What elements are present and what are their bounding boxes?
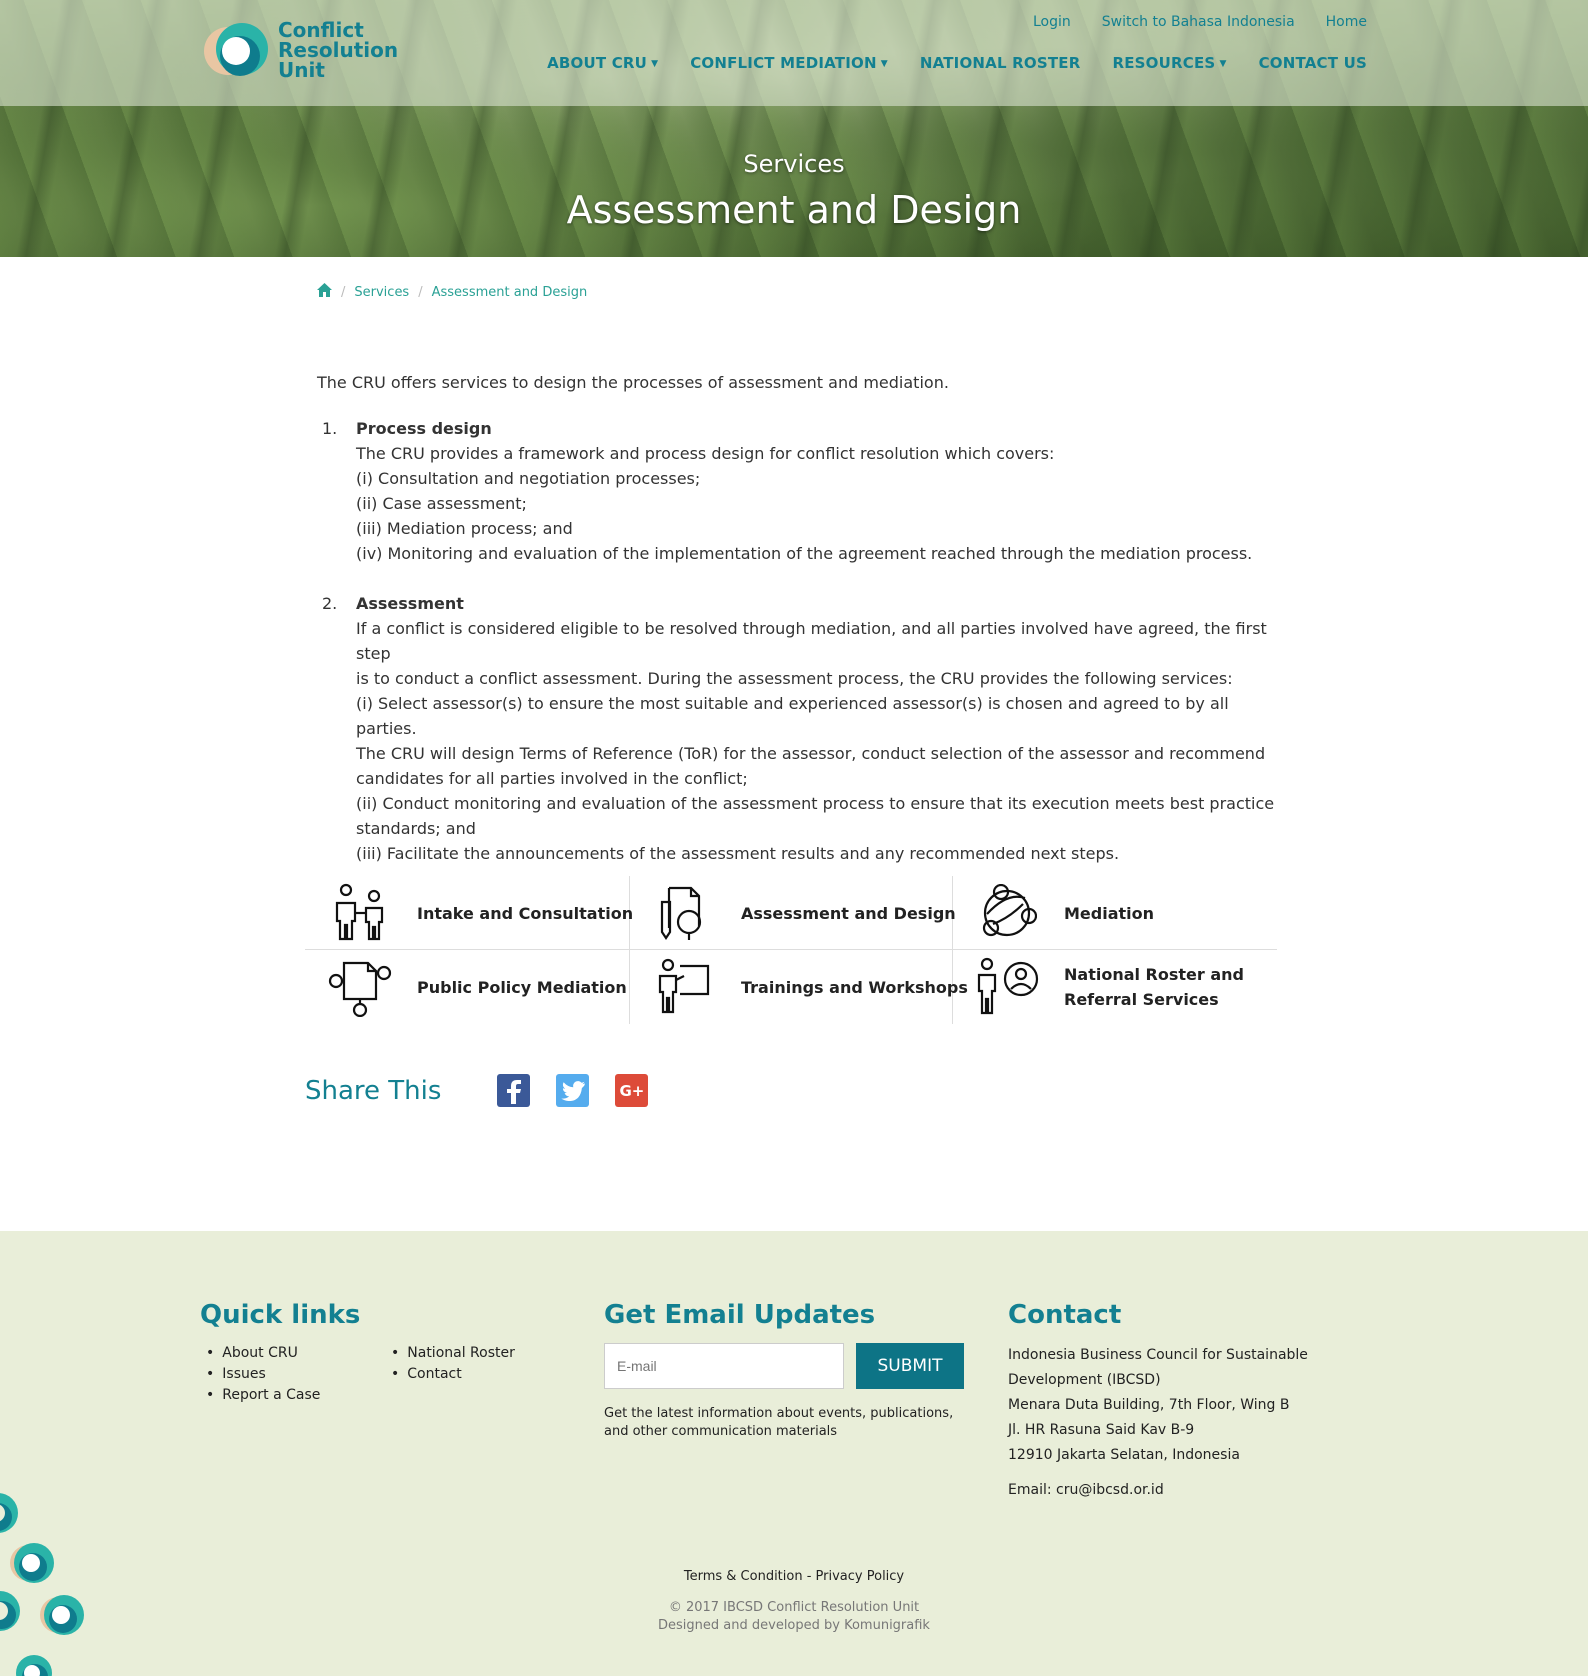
site-logo[interactable] xyxy=(200,16,399,86)
assessment-icon xyxy=(649,881,719,945)
footer-link-roster[interactable]: National Roster xyxy=(407,1345,515,1361)
service-assessment-design[interactable] xyxy=(649,876,956,950)
step-title: Assessment xyxy=(356,594,464,613)
quick-links-title: Quick links xyxy=(200,1300,361,1330)
logo-text: Conflict Resolution Unit xyxy=(278,18,399,82)
footer xyxy=(0,1231,1588,1676)
share-title: Share This xyxy=(305,1075,442,1106)
service-public-policy-mediation[interactable] xyxy=(325,950,627,1024)
breadcrumb-home[interactable] xyxy=(317,283,332,301)
service-intake-consultation[interactable] xyxy=(325,876,633,950)
footer-link-issues[interactable]: Issues xyxy=(222,1366,266,1382)
contact-email-link[interactable]: Email: cru@ibcsd.or.id xyxy=(1008,1482,1164,1498)
nav-contact-us[interactable]: CONTACT US xyxy=(1258,54,1367,72)
google-plus-icon[interactable]: G+ xyxy=(615,1074,648,1107)
caret-down-icon: ▼ xyxy=(880,58,888,69)
nav-national-roster[interactable]: NATIONAL ROSTER xyxy=(919,54,1081,72)
roster-icon xyxy=(972,955,1042,1019)
footer-link-contact[interactable]: Contact xyxy=(407,1366,462,1382)
contact-title: Contact xyxy=(1008,1300,1122,1330)
mediation-icon xyxy=(972,881,1042,945)
service-label: Intake and Consultation xyxy=(417,903,634,923)
quick-links-col2 xyxy=(391,1343,515,1385)
service-trainings-workshops[interactable] xyxy=(649,950,968,1024)
legal-links[interactable]: Terms & Condition - Privacy Policy xyxy=(683,1569,905,1584)
home-icon xyxy=(317,283,332,297)
caret-down-icon: ▼ xyxy=(1219,58,1227,69)
twitter-icon[interactable] xyxy=(556,1074,589,1107)
page-title: Assessment and Design xyxy=(566,188,1022,232)
contact-address: Indonesia Business Council for Sustainable Development (IBCSD) Menara Duta Building, 7th Floor, Wing B Jl. HR Rasuna Said Kav B-9 12910 Jakarta Selatan, Indonesia Email: cru@ibcsd.or.id xyxy=(1008,1343,1308,1503)
nav-about-cru[interactable]: ABOUT CRU ▼ xyxy=(547,54,659,72)
service-label: National Roster and Referral Services xyxy=(1064,965,1244,1009)
language-switch-link[interactable]: Switch to Bahasa Indonesia xyxy=(1101,14,1295,30)
login-link[interactable]: Login xyxy=(1032,14,1071,30)
facebook-icon[interactable] xyxy=(497,1074,530,1107)
breadcrumb xyxy=(317,283,587,301)
footer-link-report[interactable]: Report a Case xyxy=(222,1387,321,1403)
list-item: 2. Assessment If a conflict is considered eligible to be resolved through mediation, and all parties involved have agreed, the first step is to conduct a conflict assessment. During the assessment process, the CRU provides the following services: (i) Select assessor(s) to ensure the most suitable and experienced assessor(s) is chosen and agreed to by all parties. The CRU will design Terms of Reference (ToR) for the assessor, conduct selection of the assessor and recommend candidates for all parties involved in the conflict; (ii) Conduct monitoring and evaluation of the assessment process to ensure that its execution meets best practice standards; and (iii) Facilitate the announcements of the assessment results and any recommended next steps. xyxy=(317,591,1277,866)
hero-subtitle: Services xyxy=(743,150,845,178)
email-updates-title: Get Email Updates xyxy=(604,1300,876,1330)
caret-down-icon: ▼ xyxy=(651,58,659,69)
logo-mark-icon xyxy=(200,16,272,86)
email-note: Get the latest information about events, publications, and other communication materials xyxy=(604,1406,954,1439)
footer-link-about[interactable]: About CRU xyxy=(222,1345,298,1361)
quick-links-col1 xyxy=(206,1343,320,1406)
service-mediation[interactable] xyxy=(972,876,1154,950)
intro-text: The CRU offers services to design the processes of assessment and mediation. xyxy=(317,373,949,392)
service-label: Trainings and Workshops xyxy=(741,977,968,997)
step-title: Process design xyxy=(356,419,492,438)
home-link[interactable]: Home xyxy=(1325,14,1367,30)
copyright: © 2017 IBCSD Conflict Resolution Unit Designed and developed by Komunigrafik xyxy=(658,1600,930,1633)
top-links xyxy=(1033,14,1367,30)
submit-button[interactable]: SUBMIT xyxy=(856,1343,964,1389)
policy-icon xyxy=(325,955,395,1019)
service-label: Mediation xyxy=(1064,903,1155,923)
service-label: Public Policy Mediation xyxy=(417,977,627,997)
nav-resources[interactable]: RESOURCES ▼ xyxy=(1112,54,1227,72)
hero-banner xyxy=(0,0,1588,257)
decorative-circles-icon xyxy=(0,1491,100,1676)
breadcrumb-current[interactable]: Assessment and Design xyxy=(431,284,588,300)
nav-conflict-mediation[interactable]: CONFLICT MEDIATION ▼ xyxy=(690,54,888,72)
training-icon xyxy=(649,955,719,1019)
service-label: Assessment and Design xyxy=(741,903,956,923)
list-item: 1. Process design The CRU provides a framework and process design for conflict resolution which covers: (i) Consultation and negotiation processes; (ii) Case assessment; (iii) Mediation process; and (iv) Monitoring and evaluation of the implementation of the agreement reached through the mediation process. xyxy=(317,416,1277,566)
breadcrumb-services[interactable]: Services xyxy=(354,284,410,300)
share-bar xyxy=(305,1074,674,1107)
email-input[interactable] xyxy=(604,1343,844,1389)
main-nav xyxy=(547,54,1367,72)
services-grid xyxy=(305,876,1277,1024)
article-body xyxy=(317,370,1277,891)
consultation-icon xyxy=(325,881,395,945)
breadcrumb-separator: / xyxy=(341,284,346,300)
service-national-roster-referral[interactable] xyxy=(972,950,1244,1024)
breadcrumb-separator: / xyxy=(418,284,423,300)
steps-list xyxy=(317,416,1277,866)
